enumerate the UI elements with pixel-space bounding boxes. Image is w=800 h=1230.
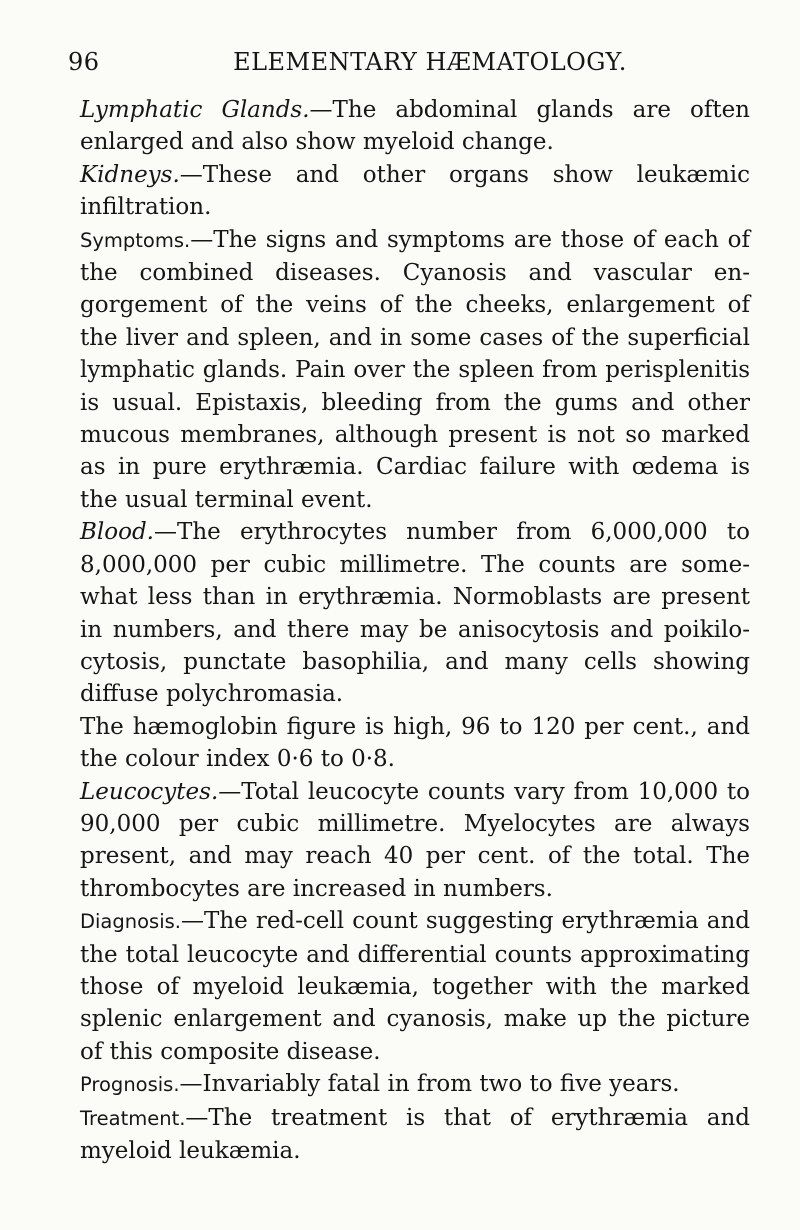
page-number: 96 (68, 48, 100, 76)
text-leucocytes: —Total leucocyte counts vary from 10,000 to 90,000 per cubic millimetre. Myelocytes are always present, and may reach 40 per cent. of the total. The thrombocytes are increased in numbers. (80, 778, 750, 902)
text-symptoms: —The signs and symptoms are those of each of the combined diseases. Cyanosis and vascular engorgement of the veins of the cheeks, enlargement of the liver and spleen, and in some cases of the superficial lymphatic glands. Pain over the spleen from perisplenitis is usual. Epistaxis, bleeding from the gums and other mucous membranes, although present is not so marked as in pure erythræmia. Cardiac failure with œdema is the usual terminal event. (80, 226, 750, 513)
paragraph-prognosis (70, 1068, 750, 1101)
text-blood: —The erythrocytes number from 6,000,000 to 8,000,000 per cubic millimetre. The counts are somewhat less than in erythræmia. Normoblasts are present in numbers, and there may be anisocytosis and poikilocytosis, punctate basophilia, and many cells showing diffuse polychromasia. (80, 519, 750, 708)
text-prognosis: —Invariably fatal in from two to five years. (179, 1071, 680, 1098)
body-text (70, 94, 750, 1167)
paragraph-haemoglobin (70, 711, 750, 776)
heading-diagnosis: Diagnosis. (80, 910, 181, 934)
heading-kidneys: Kidneys. (80, 161, 180, 188)
running-title: ELEMENTARY HÆMATOLOGY. (233, 48, 627, 76)
paragraph-treatment (70, 1102, 750, 1168)
running-header (70, 48, 750, 88)
text-diagnosis: —The red-cell count suggesting erythræmia and the total leucocyte and differential counts approximating those of myeloid leukæmia, together with the marked splenic enlargement and cyanosis, make up the picture of this composite disease. (80, 908, 750, 1065)
paragraph-kidneys (70, 159, 750, 224)
paragraph-diagnosis (70, 905, 750, 1068)
heading-leucocytes: Leucocytes. (80, 778, 219, 805)
heading-lymphatic-glands: Lymphatic Glands. (80, 97, 310, 123)
text-kidneys: —These and other organs show leukæmic infiltration. (80, 161, 750, 221)
heading-symptoms: Symptoms. (80, 228, 191, 252)
paragraph-lymphatic-glands (70, 94, 750, 159)
heading-treatment: Treatment. (80, 1106, 186, 1130)
paragraph-symptoms (70, 224, 750, 517)
text-haemoglobin: The hæmoglobin figure is high, 96 to 120 per cent., and the colour index 0·6 to 0·8. (80, 713, 750, 773)
book-page (70, 48, 750, 1167)
heading-prognosis: Prognosis. (80, 1073, 180, 1097)
text-treatment: —The treatment is that of erythræmia and myeloid leukæmia. (80, 1104, 750, 1164)
text-lymphatic-glands: —The abdominal glands are often enlarged and also show myeloid change. (80, 97, 750, 156)
paragraph-blood (70, 516, 750, 710)
paragraph-leucocytes (70, 776, 750, 906)
heading-blood: Blood. (80, 519, 154, 546)
